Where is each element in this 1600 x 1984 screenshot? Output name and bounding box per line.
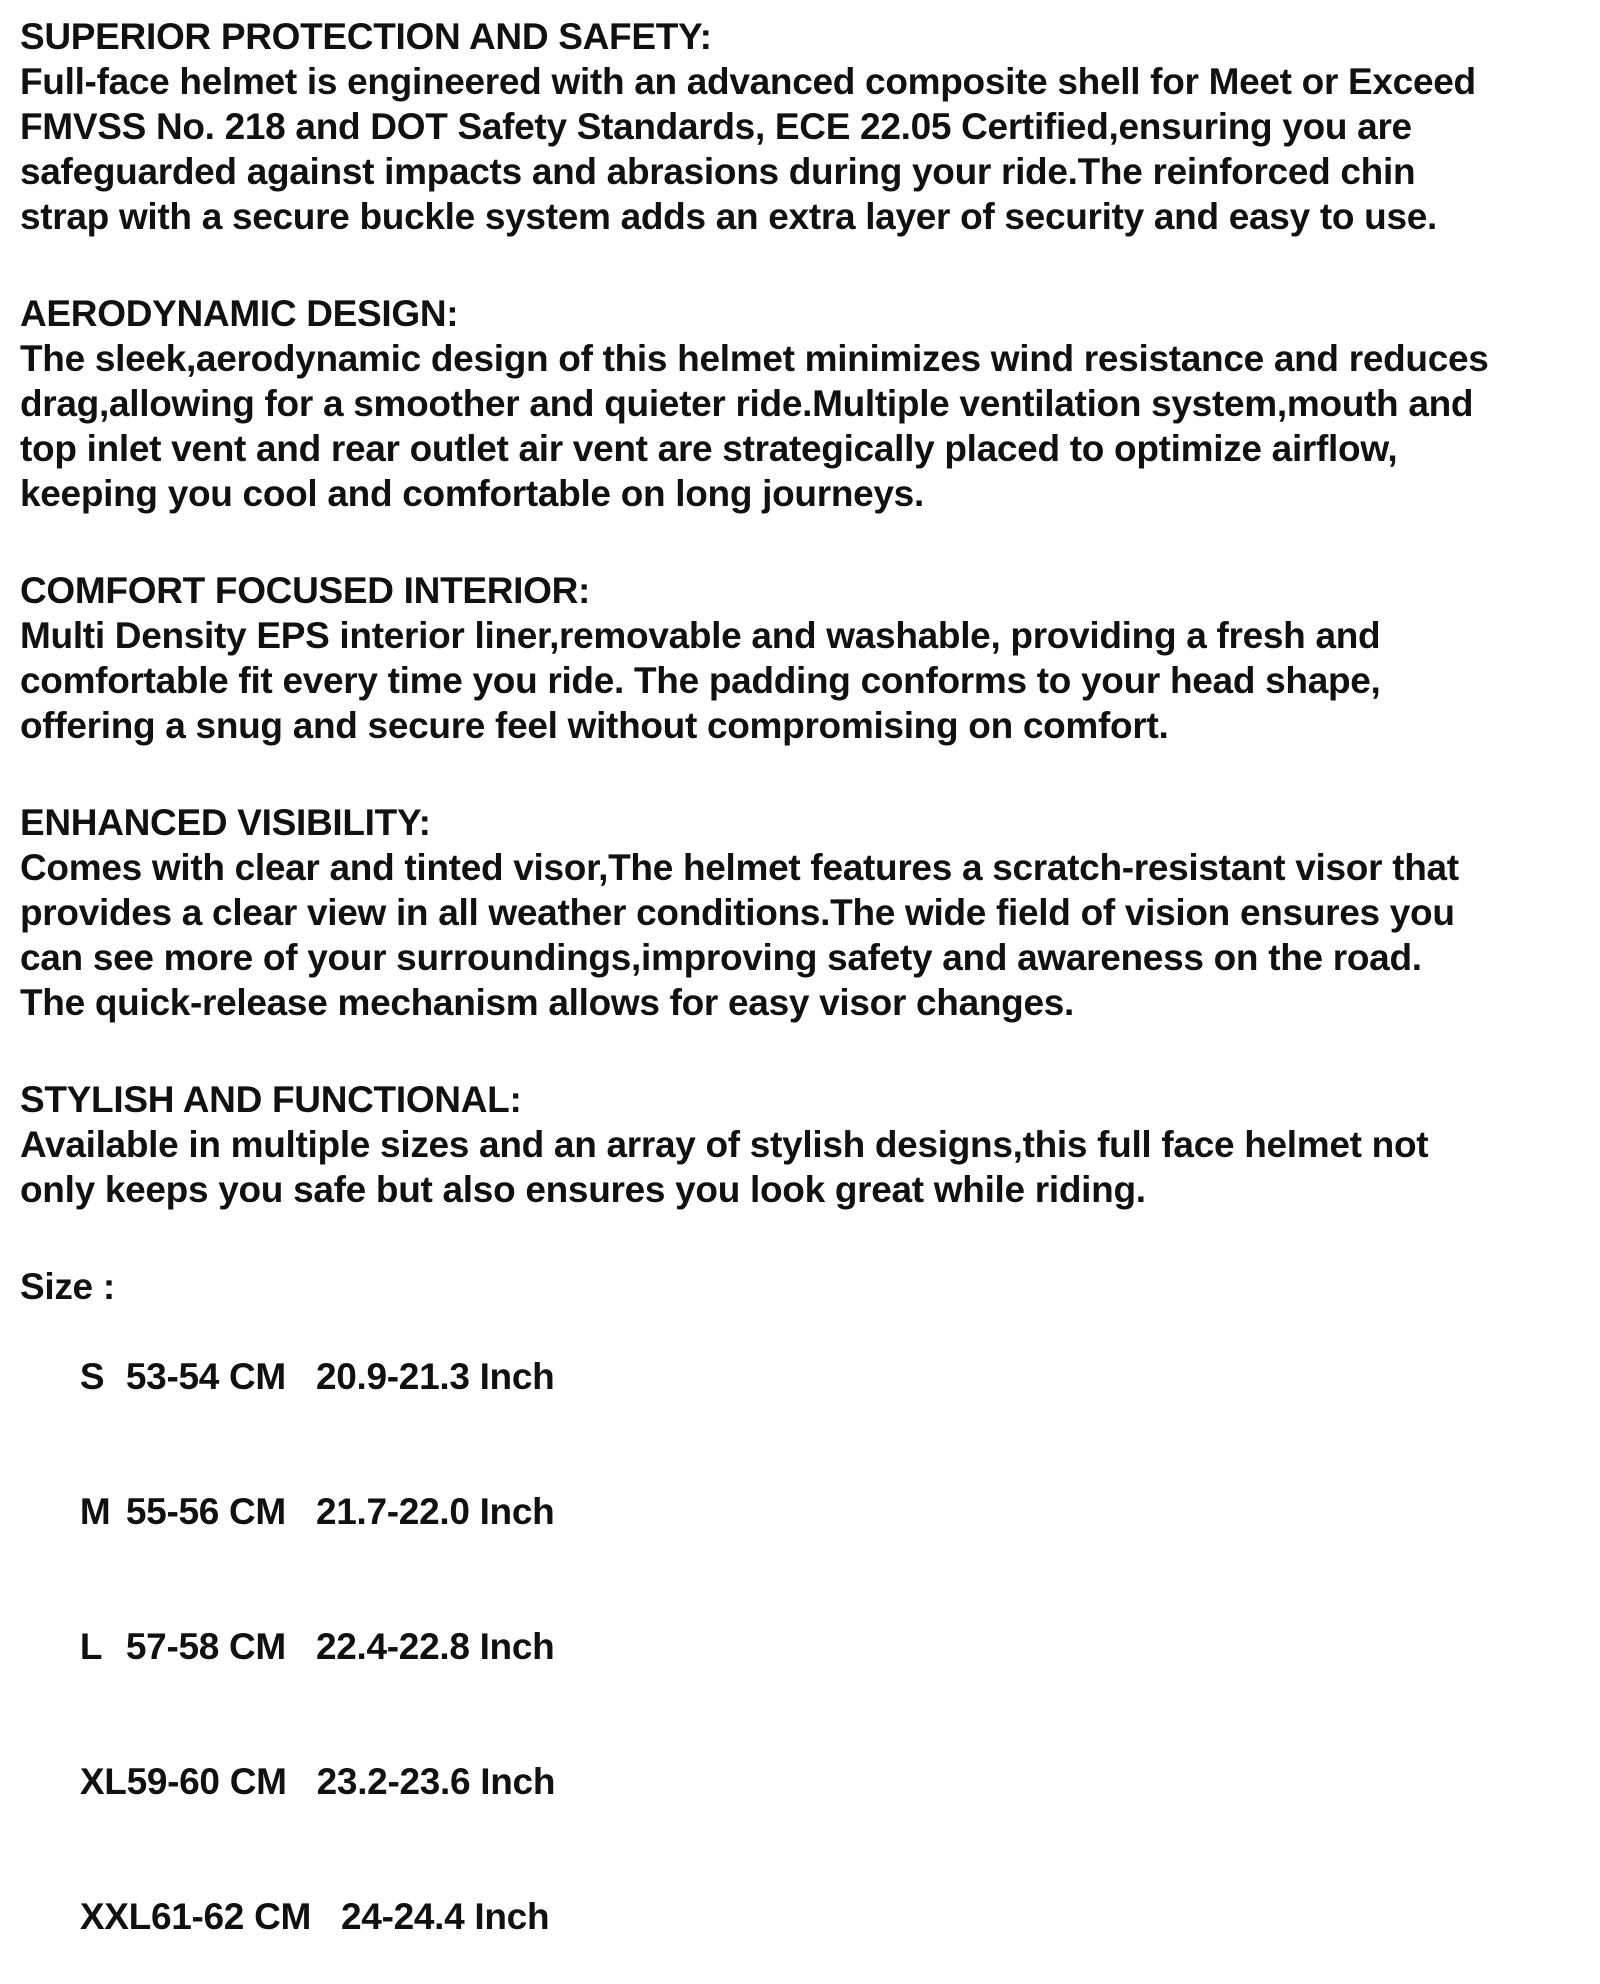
section-heading-aerodynamic-design: AERODYNAMIC DESIGN: [20,293,459,334]
text-line: provides a clear view in all weather conditions.The wide field of vision ensures you [20,892,1455,933]
text-line: strap with a secure buckle system adds an extra layer of security and easy to use. [20,196,1437,237]
section-heading-enhanced-visibility: ENHANCED VISIBILITY: [20,802,431,843]
size-label: M [79,1491,111,1532]
section-aerodynamic-design [20,291,1600,516]
section-heading-superior-protection: SUPERIOR PROTECTION AND SAFETY: [20,16,712,57]
text-line: Available in multiple sizes and an array of stylish designs,this full face helmet not [20,1124,1429,1165]
text-line: The quick-release mechanism allows for easy visor changes. [20,982,1075,1023]
size-cm-value: 57-58 CM [125,1626,286,1667]
text-line: drag,allowing for a smoother and quieter ride.Multiple ventilation system,mouth and [20,383,1474,424]
size-label: XXL [79,1896,151,1937]
size-inch-value: 22.4-22.8 Inch [315,1626,555,1667]
size-inch-value: 20.9-21.3 Inch [315,1356,555,1397]
size-inch-value: 23.2-23.6 Inch [316,1761,556,1802]
text-line: can see more of your surroundings,improving safety and awareness on the road. [20,937,1422,978]
size-chart [20,1264,1600,1984]
text-line: FMVSS No. 218 and DOT Safety Standards, ECE 22.05 Certified,ensuring you are [20,106,1412,147]
section-heading-comfort-interior: COMFORT FOCUSED INTERIOR: [20,570,591,611]
size-cm-value: 55-56 CM [125,1491,286,1532]
size-cm-value: 53-54 CM [125,1356,286,1397]
size-cm-value: 61-62 CM [150,1896,312,1937]
text-line: comfortable fit every time you ride. The padding conforms to your head shape, [20,660,1381,701]
size-label: L [79,1626,103,1667]
section-heading-stylish-functional: STYLISH AND FUNCTIONAL: [20,1079,522,1120]
size-row-l [20,1579,1600,1714]
size-label: S [79,1356,105,1397]
section-stylish-functional [20,1077,1600,1212]
size-chart-heading: Size : [20,1266,115,1307]
section-enhanced-visibility [20,800,1600,1025]
section-superior-protection [20,14,1600,239]
text-line: Multi Density EPS interior liner,removable and washable, providing a fresh and [20,615,1381,656]
size-row-xl [20,1714,1600,1849]
text-line: keeping you cool and comfortable on long journeys. [20,473,924,514]
size-cm-value: 59-60 CM [126,1761,287,1802]
size-row-s [20,1309,1600,1444]
text-line: safeguarded against impacts and abrasions during your ride.The reinforced chin [20,151,1416,192]
text-line: top inlet vent and rear outlet air vent are strategically placed to optimize airflow, [20,428,1398,469]
text-line: Full-face helmet is engineered with an advanced composite shell for Meet or Exceed [20,61,1476,102]
text-line: The sleek,aerodynamic design of this helmet minimizes wind resistance and reduces [20,338,1489,379]
section-comfort-interior [20,568,1600,748]
text-line: Comes with clear and tinted visor,The helmet features a scratch-resistant visor that [20,847,1459,888]
size-inch-value: 24-24.4 Inch [341,1896,550,1937]
text-line: only keeps you safe but also ensures you look great while riding. [20,1169,1146,1210]
size-label: XL [79,1761,127,1802]
text-line: offering a snug and secure feel without compromising on comfort. [20,705,1169,746]
size-inch-value: 21.7-22.0 Inch [315,1491,555,1532]
size-row-m [20,1444,1600,1579]
size-row-xxl [20,1849,1600,1984]
